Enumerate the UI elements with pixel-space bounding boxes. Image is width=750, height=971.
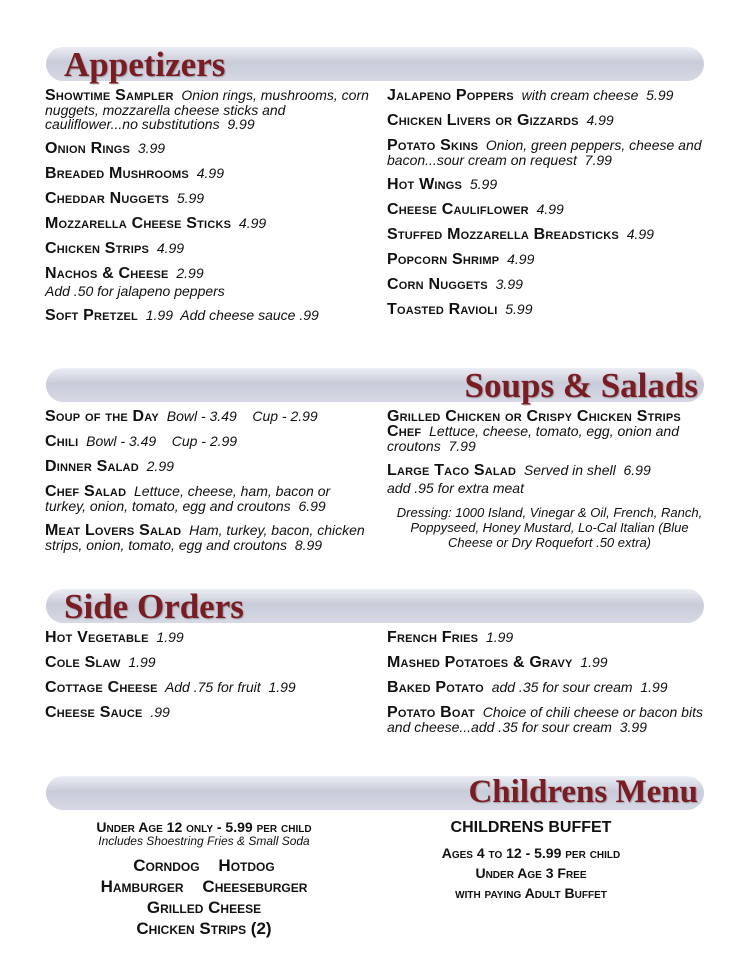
menu-item-name: Mozzarella Cheese Sticks — [45, 215, 232, 232]
menu-item — [45, 241, 370, 256]
menu-item-description: add .35 for sour cream — [491, 679, 633, 695]
menu-item — [387, 409, 712, 453]
menu-item — [45, 166, 370, 181]
menu-item-description: with cream cheese — [521, 87, 639, 103]
menu-item-name: Meat Lovers Salad — [45, 522, 182, 539]
menu-item-description: Ham, turkey, bacon, chicken strips, onion, tomato, egg and croutons — [45, 522, 369, 553]
soups-right — [387, 409, 712, 550]
menu-item — [45, 523, 370, 552]
menu-item-name: Chicken Livers or Gizzards — [387, 112, 579, 129]
menu-item-price: 6.99 — [623, 462, 651, 478]
appetizers-title: Appetizers — [64, 45, 226, 84]
appetizers-left — [45, 87, 373, 333]
menu-item-name: Chicken Strips — [45, 240, 150, 257]
menu-item-name: Hot Vegetable — [45, 629, 149, 646]
menu-item-price: 3.99 — [495, 276, 523, 292]
menu-item-price: 4.99 — [586, 112, 614, 128]
menu-item-price: 1.99 — [580, 654, 608, 670]
children-subheading: Includes Shoestring Fries & Small Soda — [98, 834, 310, 848]
menu-item-price: 1.99 — [268, 679, 296, 695]
menu-item — [387, 227, 712, 242]
menu-item — [387, 680, 712, 695]
menu-item — [387, 88, 712, 103]
menu-item-name: Toasted Ravioli — [387, 301, 498, 318]
menu-item-price: 3.99 — [137, 140, 166, 156]
children-buffet-title: CHILDRENS BUFFET — [450, 819, 612, 836]
menu-item — [45, 409, 370, 424]
menu-item-price: 2.99 — [176, 265, 204, 281]
menu-item — [387, 202, 712, 217]
menu-item-name: Cheese Cauliflower — [387, 201, 529, 218]
menu-item-price: 1.99 — [640, 679, 668, 695]
menu-item-description: Served in shell — [523, 462, 616, 478]
menu-item — [45, 680, 370, 695]
menu-item — [387, 113, 712, 128]
menu-item-name: French Fries — [387, 629, 479, 646]
menu-item — [45, 308, 370, 323]
menu-item-price: 4.99 — [507, 251, 535, 267]
sides-left — [45, 630, 370, 730]
menu-item-price: 5.99 — [646, 87, 674, 103]
menu-item — [387, 630, 712, 645]
menu-item-name: Breaded Mushrooms — [45, 165, 189, 182]
menu-item-price: 7.99 — [448, 438, 476, 454]
menu-item-name: Showtime Sampler — [45, 87, 174, 104]
menu-item — [45, 87, 373, 132]
menu-item-price: 2.99 — [146, 458, 174, 474]
sides-right — [387, 630, 712, 744]
menu-line: Corndog Hotdog — [133, 856, 275, 875]
menu-item-name: Cole Slaw — [45, 654, 121, 671]
menu-item — [387, 277, 712, 292]
menu-line: Ages 4 to 12 - 5.99 per child — [441, 845, 621, 861]
menu-item — [387, 655, 712, 670]
menu-item-price: 4.99 — [238, 215, 267, 231]
menu-line: with paying Adult Buffet — [455, 885, 607, 901]
menu-item-name: Cheddar Nuggets — [45, 190, 170, 207]
menu-item-note: Add .50 for jalapeno peppers — [45, 283, 225, 299]
menu-item-price: 4.99 — [196, 165, 224, 181]
children-heading: Under Age 12 only - 5.99 per child — [96, 819, 312, 835]
menu-item-description: Choice of chili cheese or bacon bits and cheese...add .35 for sour cream — [387, 704, 707, 735]
menu-item — [387, 302, 712, 317]
menu-item-description: Bowl - 3.49 Cup - 2.99 — [86, 433, 238, 449]
dressing-note: Dressing: 1000 Island, Vinegar & Oil, French, Ranch, Poppyseed, Honey Mustard, Lo-Cal Italian (Blue Cheese or Dry Roquefort .50 extra) — [396, 505, 703, 550]
menu-item-description: Bowl - 3.49 Cup - 2.99 — [166, 408, 318, 424]
menu-item-name: Chef Salad — [45, 483, 127, 500]
menu-item-name: Stuffed Mozzarella Breadsticks — [387, 226, 619, 243]
menu-item-name: Onion Rings — [45, 140, 131, 157]
children-title: Childrens Menu — [468, 774, 698, 810]
menu-item — [45, 191, 370, 206]
children-buffet-lines — [406, 843, 656, 903]
menu-item — [387, 177, 712, 192]
menu-item — [387, 463, 712, 495]
menu-item — [45, 216, 370, 231]
menu-item-price: 4.99 — [536, 201, 564, 217]
menu-item-name: Jalapeno Poppers — [387, 87, 514, 104]
menu-item-description: Lettuce, cheese, tomato, egg, onion and croutons — [387, 423, 683, 454]
menu-item-price: 1.99 — [128, 654, 156, 670]
menu-item-description: Lettuce, cheese, ham, bacon or turkey, onion, tomato, egg and croutons — [45, 483, 335, 514]
menu-item — [387, 138, 712, 167]
menu-line: Under Age 3 Free — [475, 865, 587, 881]
menu-item-description: Add .75 for fruit — [164, 679, 261, 695]
menu-item-name: Nachos & Cheese — [45, 265, 169, 282]
menu-item — [45, 630, 370, 645]
menu-item-price: 1.99 — [145, 307, 173, 323]
menu-item-name: Soup of the Day — [45, 408, 159, 425]
menu-item-price: 1.99 — [485, 629, 514, 645]
menu-item-description: Onion rings, mushrooms, corn nuggets, mozzarella cheese sticks and cauliflower...no substitutions — [45, 87, 373, 132]
menu-item-name: Mashed Potatoes & Gravy — [387, 654, 573, 671]
menu-item-price: 3.99 — [619, 719, 647, 735]
menu-item-name: Cheese Sauce — [45, 704, 143, 721]
menu-item-price: 4.99 — [626, 226, 654, 242]
sides-title: Side Orders — [64, 587, 244, 626]
soups-right-items — [387, 409, 712, 495]
appetizers-right — [387, 88, 712, 327]
menu-item-price: 5.99 — [469, 176, 498, 192]
soups-left — [45, 409, 370, 562]
menu-item — [45, 266, 370, 298]
menu-item-note: add .95 for extra meat — [387, 480, 524, 496]
menu-item-name: Corn Nuggets — [387, 276, 488, 293]
soups-title: Soups & Salads — [464, 366, 698, 405]
menu-item-price: 8.99 — [294, 537, 323, 553]
menu-item-price: 9.99 — [227, 116, 255, 132]
menu-item-price: .99 — [150, 704, 170, 720]
menu-item — [387, 252, 712, 267]
menu-item — [45, 434, 370, 449]
menu-line: Chicken Strips (2) — [136, 919, 272, 938]
menu-line: Hamburger Cheeseburger — [100, 877, 308, 896]
menu-item-name: Hot Wings — [387, 176, 463, 193]
menu-item-name: Soft Pretzel — [45, 307, 138, 324]
menu-item — [45, 705, 370, 720]
menu-item — [387, 705, 712, 734]
menu-item-name: Dinner Salad — [45, 458, 139, 475]
menu-item-name: Cottage Cheese — [45, 679, 158, 696]
menu-item-name: Baked Potato — [387, 679, 484, 696]
menu-item-price: 7.99 — [584, 152, 612, 168]
menu-line: Grilled Cheese — [146, 898, 262, 917]
menu-item-price: 5.99 — [176, 190, 205, 206]
children-items — [64, 855, 344, 939]
menu-item — [45, 655, 370, 670]
children-buffet — [406, 818, 656, 903]
menu-item-description: Onion, green peppers, cheese and bacon...sour cream on request — [387, 137, 706, 168]
menu-item-extra: Add cheese sauce .99 — [180, 307, 319, 323]
menu-item — [45, 141, 370, 156]
menu-item-price: 5.99 — [505, 301, 533, 317]
menu-item — [45, 459, 370, 474]
menu-item-name: Popcorn Shrimp — [387, 251, 500, 268]
menu-item-price: 4.99 — [156, 240, 185, 256]
menu-item-name: Chili — [45, 433, 79, 450]
menu-item-name: Large Taco Salad — [387, 462, 517, 479]
menu-item — [45, 484, 370, 513]
children-menu-left — [64, 820, 344, 939]
menu-item-name: Potato Skins — [387, 137, 479, 154]
menu-item-name: Grilled Chicken or Crispy Chicken Strips Chef — [387, 408, 681, 440]
menu-item-name: Potato Boat — [387, 704, 475, 721]
menu-item-price: 6.99 — [298, 498, 326, 514]
menu-item-price: 1.99 — [156, 629, 184, 645]
